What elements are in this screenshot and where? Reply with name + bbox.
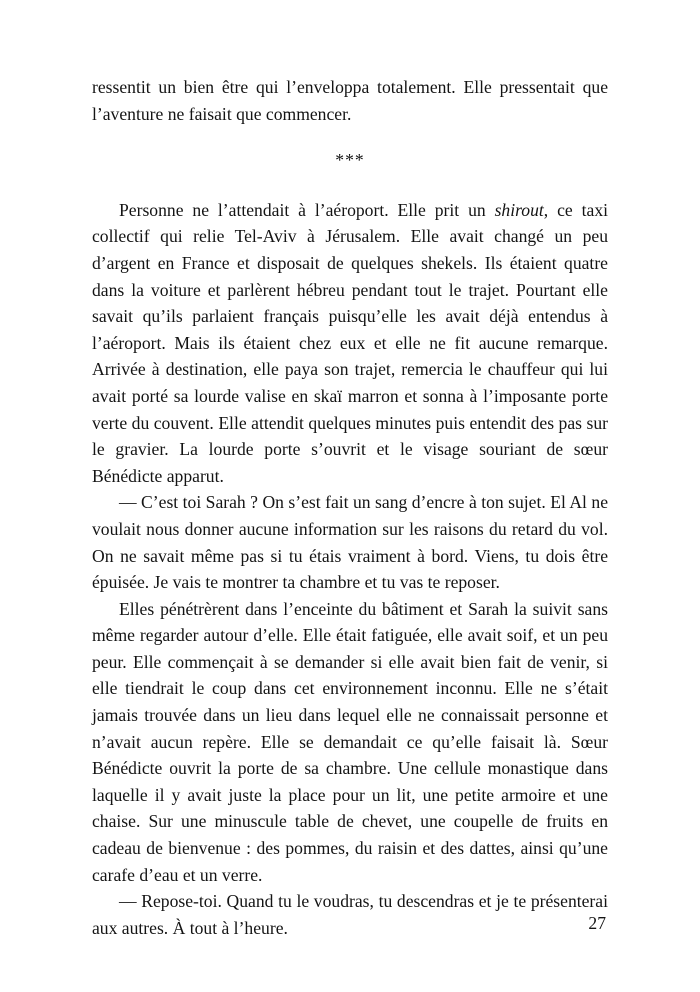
page-number: 27: [588, 913, 606, 933]
paragraph-airport-start: Personne ne l’attendait à l’aéroport. Elle prit un: [119, 199, 495, 220]
paragraph-convent: Elles pénétrèrent dans l’enceinte du bâtiment et Sarah la suivit sans même regarder autour d’elle. Elle était fatiguée, elle avait soif, et un peu peur. Elle commençait à se demander si elle avait bien fait de venir, si elle tiendrait le coup dans cet environnement inconnu. Elle ne s’était jamais trouvée dans un lieu dans lequel elle ne connaissait personne et n’avait aucun repère. Elle se demandait ce qu’elle faisait là. Sœur Bénédicte ouvrit la porte de sa chambre. Une cellule monastique dans laquelle il y avait juste la place pour un lit, une petite armoire et une chaise. Sur une minuscule table de chevet, une coupelle de fruits en cadeau de bienvenue : des pommes, du raisin et des dattes, ainsi qu’une carafe d’eau et un verre.: [92, 598, 608, 885]
body-text: [92, 74, 608, 941]
paragraph-continuation: ressentit un bien être qui l’enveloppa totalement. Elle pressentait que l’aventure ne faisait que commencer.: [92, 77, 608, 124]
dialogue-rest: — Repose-toi. Quand tu le voudras, tu descendras et je te présenterai aux autres. À tout à l’heure.: [92, 891, 608, 938]
paragraph-airport: [92, 197, 608, 490]
dialogue-benedicte: — C’est toi Sarah ? On s’est fait un sang d’encre à ton sujet. El Al ne voulait nous donner aucune information sur les raisons du retard du vol. On ne savait même pas si tu étais vraiment à bord. Viens, tu dois être épuisée. Je vais te montrer ta chambre et tu vas te reposer.: [92, 492, 608, 593]
italic-term-shirout: shirout: [494, 199, 544, 220]
section-separator: ***: [335, 150, 365, 171]
paragraph-airport-rest: , ce taxi collectif qui relie Tel-Aviv à Jérusalem. Elle avait changé un peu d’argent en France et disposait de quelques shekels. Ils étaient quatre dans la voiture et parlèrent hébreu pendant tout le trajet. Pourtant elle savait qu’ils parlaient français puisqu’elle les avait déjà entendus à l’aéroport. Mais ils étaient chez eux et elle ne fit aucune remarque. Arrivée à destination, elle paya son trajet, remercia le chauffeur qui lui avait porté sa lourde valise en skaï marron et sonna à l’imposante porte verte du couvent. Elle attendit quelques minutes puis entendit des pas sur le gravier. La lourde porte s’ouvrit et le visage souriant de sœur Bénédicte apparut.: [92, 199, 608, 486]
